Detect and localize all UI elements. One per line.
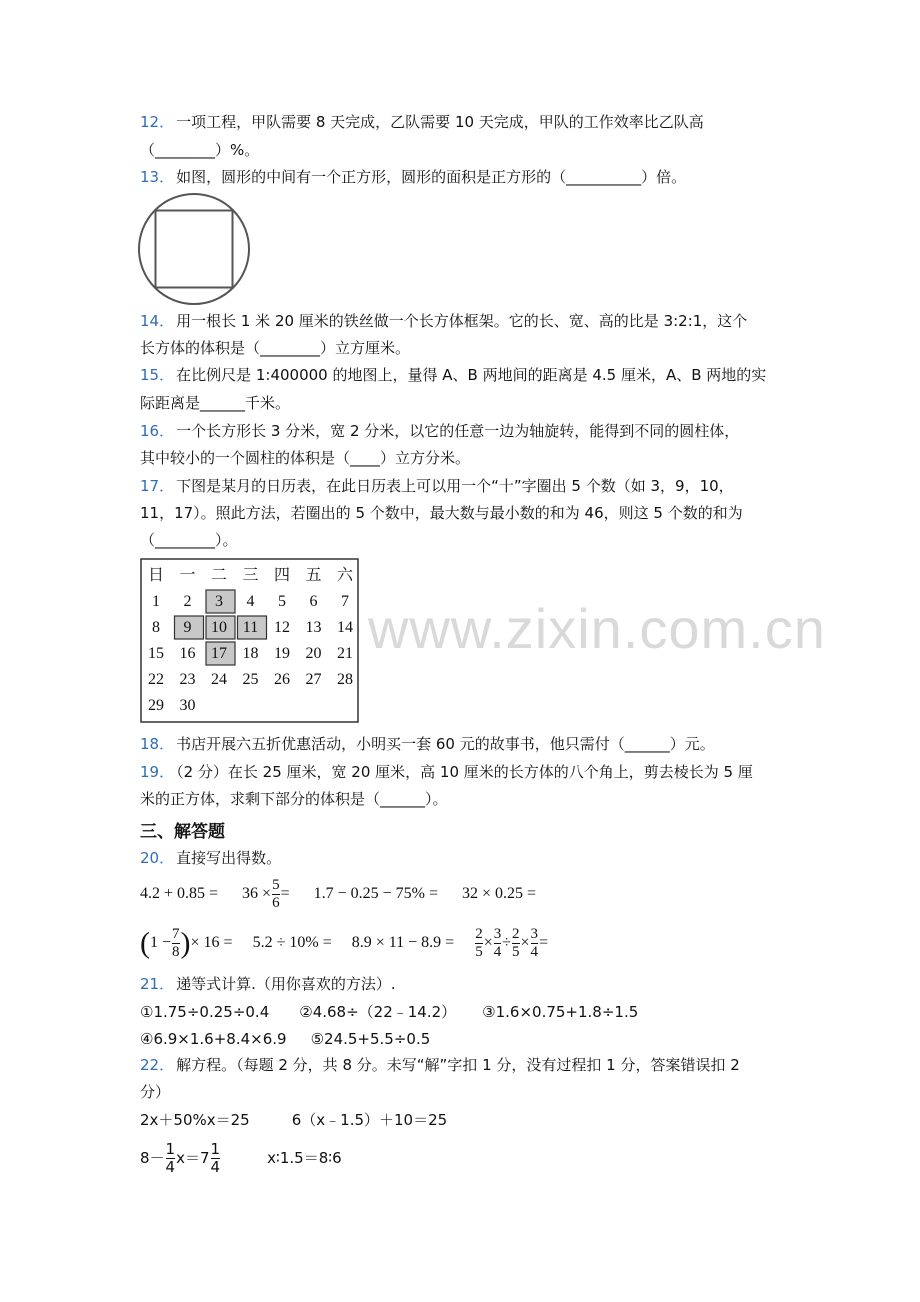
fraction	[512, 926, 520, 961]
q21-item-5: ⑤24.5+5.5÷0.5	[310, 1030, 431, 1048]
calendar-day: 11	[242, 619, 259, 636]
q15-line2: 际距离是______千米。	[140, 394, 291, 412]
q12-line1	[140, 112, 704, 132]
calendar-day: 12	[274, 619, 290, 636]
q20-expr-h	[474, 925, 549, 960]
q19-line1	[140, 762, 753, 782]
q17-text: 下图是某月的日历表，在此日历表上可以用一个“十”字圈出 5 个数（如 3，9，10，	[176, 477, 734, 495]
calendar-day: 7	[341, 593, 349, 610]
q22-text: 解方程。（每题 2 分，共 8 分。未写“解”字扣 1 分，没有过程扣 1 分，答案错误扣 2	[176, 1056, 740, 1074]
calendar-day: 16	[179, 645, 196, 662]
calendar-day: 15	[148, 645, 164, 662]
q22-eq-3-mid: x＝7	[176, 1149, 210, 1167]
fraction-denominator: 5	[512, 943, 520, 960]
q20-expr-c: 1.7 − 0.25 − 75% =	[313, 885, 439, 902]
calendar-day: 4	[246, 593, 255, 610]
q12-line2: （________）%。	[140, 141, 260, 159]
right-paren: )	[180, 926, 191, 960]
calendar-day: 8	[152, 619, 160, 636]
q21-number: 21．	[140, 975, 175, 993]
q15-text: 在比例尺是 1:400000 的地图上，量得 A、B 两地间的距离是 4.5 厘米，A、B 两地的实	[176, 366, 767, 384]
fraction-numerator: 1	[165, 1140, 176, 1158]
fraction	[475, 926, 483, 961]
q21-row2	[140, 1029, 430, 1049]
q20-expr-b-pre: 36 ×	[242, 885, 272, 902]
square-shape	[156, 211, 233, 288]
q16-line2: 其中较小的一个圆柱的体积是（____）立方分米。	[140, 449, 471, 467]
q15-line1	[140, 365, 766, 385]
q22-number: 22．	[140, 1056, 175, 1074]
q22-line1	[140, 1055, 740, 1075]
q22-equations-row1	[140, 1110, 447, 1130]
q22-line2: 分）	[140, 1083, 171, 1101]
q13-number: 13．	[140, 168, 175, 186]
calendar-day: 22	[148, 671, 164, 688]
fraction-numerator: 5	[272, 876, 280, 893]
fraction-numerator: 1	[210, 1140, 221, 1158]
q14-line1	[140, 311, 747, 331]
calendar-day: 26	[274, 671, 290, 688]
q22-eq-3-pre: 8－	[140, 1149, 165, 1167]
q20-line	[140, 848, 281, 868]
q21-line	[140, 974, 396, 994]
calendar-day: 6	[309, 593, 318, 610]
fraction	[494, 926, 502, 961]
fraction-denominator: 6	[272, 894, 280, 911]
q20-expr-g: 8.9 × 11 − 8.9 =	[351, 934, 455, 951]
q12-text: 一项工程，甲队需要 8 天完成，乙队需要 10 天完成，甲队的工作效率比乙队高	[176, 113, 704, 131]
q22-eq-2: 6（x﹣1.5）＋10＝25	[291, 1111, 448, 1129]
q21-item-2: ②4.68÷（22﹣14.2）	[299, 1003, 457, 1021]
fraction-denominator: 4	[530, 943, 539, 960]
calendar-weekday: 三	[242, 567, 259, 584]
fraction-numerator: 3	[530, 925, 539, 942]
watermark: www.zixin.com.cn	[368, 597, 826, 660]
fraction-numerator: 2	[475, 925, 483, 942]
calendar-day: 10	[211, 619, 227, 636]
q20-expr-e-post: × 16 =	[190, 934, 233, 951]
q22-equations-row2	[140, 1138, 342, 1178]
q22-eq-4: x∶1.5＝8∶6	[267, 1149, 342, 1167]
q14-number: 14．	[140, 312, 175, 330]
q20-row1	[140, 874, 536, 914]
q16-text: 一个长方形长 3 分米，宽 2 分米，以它的任意一边为轴旋转，能得到不同的圆柱体，	[176, 422, 740, 440]
calendar-day: 20	[305, 645, 322, 662]
q17-line2: 11，17）。照此方法，若圈出的 5 个数中，最大数与最小数的和为 46，则这 5 个数的和为	[140, 504, 743, 522]
calendar-day: 2	[183, 593, 192, 610]
calendar-weekday: 一	[179, 567, 196, 584]
fraction-numerator: 7	[172, 925, 180, 942]
calendar-day: 30	[179, 697, 196, 714]
q15-number: 15．	[140, 366, 175, 384]
calendar-day: 25	[242, 671, 259, 688]
q21-text: 递等式计算.（用你喜欢的方法）.	[176, 975, 396, 993]
calendar-day: 1	[152, 593, 160, 610]
q20-text: 直接写出得数。	[176, 849, 282, 867]
fraction	[272, 877, 280, 912]
q17-line1	[140, 476, 734, 496]
fraction	[211, 1141, 221, 1176]
q13-line	[140, 167, 686, 187]
q12-number: 12．	[140, 113, 175, 131]
q19-text: （2 分）在长 25 厘米，宽 20 厘米，高 10 厘米的长方体的八个角上，剪去棱长为 5 厘	[176, 763, 753, 781]
calendar-weekday: 日	[147, 567, 165, 584]
q20-expr-e-pre: 1 −	[150, 934, 172, 951]
fraction-denominator: 4	[493, 943, 502, 960]
operator: ×	[483, 934, 493, 951]
q21-item-1: ①1.75÷0.25÷0.4	[140, 1003, 270, 1021]
fraction-numerator: 3	[493, 925, 502, 942]
calendar-day: 9	[183, 619, 192, 636]
calendar-weekday: 五	[305, 567, 322, 584]
q21-item-4: ④6.9×1.6+8.4×6.9	[140, 1030, 287, 1048]
calendar-day: 5	[278, 593, 286, 610]
calendar-day: 17	[211, 645, 227, 662]
equals: =	[539, 934, 549, 951]
q20-expr-f: 5.2 ÷ 10% =	[252, 934, 332, 951]
calendar-day: 13	[305, 619, 322, 636]
q19-number: 19．	[140, 763, 175, 781]
q20-row2	[140, 921, 548, 965]
q20-expr-d: 32 × 0.25 =	[462, 885, 537, 902]
q14-text: 用一根长 1 米 20 厘米的铁丝做一个长方体框架。它的长、宽、高的比是 3:2:1，这个	[176, 312, 748, 330]
calendar-weekday: 二	[210, 567, 228, 584]
fraction-denominator: 8	[172, 943, 180, 960]
fraction-denominator: 5	[475, 943, 483, 960]
left-paren: (	[140, 926, 150, 960]
q20-expr-e	[140, 925, 233, 960]
calendar-table	[140, 558, 360, 724]
q18-text: 书店开展六五折优惠活动，小明买一套 60 元的故事书，他只需付（______）元。	[176, 735, 715, 753]
calendar-day: 27	[305, 671, 322, 688]
calendar-day: 28	[337, 671, 353, 688]
calendar-day: 18	[242, 645, 259, 662]
q18-line	[140, 734, 715, 754]
q20-expr-b	[242, 876, 290, 911]
calendar-day: 21	[337, 645, 353, 662]
fraction	[172, 926, 180, 961]
fraction-numerator: 2	[512, 925, 520, 942]
operator: ÷	[502, 934, 512, 951]
fraction-denominator: 4	[210, 1158, 221, 1176]
calendar-weekday: 六	[336, 567, 354, 584]
fraction-denominator: 4	[165, 1158, 176, 1176]
q16-number: 16．	[140, 422, 175, 440]
circle-square-figure	[137, 192, 253, 306]
q17-line3: （________）。	[140, 531, 238, 549]
q18-number: 18．	[140, 735, 175, 753]
q14-line2: 长方体的体积是（________）立方厘米。	[140, 339, 411, 357]
calendar-day: 23	[179, 671, 196, 688]
section-heading: 三、解答题	[140, 822, 225, 842]
q21-row1	[140, 1002, 638, 1022]
calendar-day: 29	[148, 697, 164, 714]
operator: ×	[520, 934, 530, 951]
calendar-day: 19	[274, 645, 290, 662]
q13-text: 如图，圆形的中间有一个正方形，圆形的面积是正方形的（__________）倍。	[176, 168, 687, 186]
q20-number: 20．	[140, 849, 175, 867]
q17-number: 17．	[140, 477, 175, 495]
q16-line1	[140, 421, 739, 441]
fraction	[166, 1141, 176, 1176]
calendar-day: 3	[215, 593, 223, 610]
q21-item-3: ③1.6×0.75+1.8÷1.5	[482, 1003, 639, 1021]
fraction	[531, 926, 539, 961]
q20-expr-a: 4.2 + 0.85 =	[140, 885, 219, 902]
q19-line2: 米的正方体，求剩下部分的体积是（______）。	[140, 790, 448, 808]
calendar-weekday: 四	[273, 567, 291, 584]
calendar-day: 14	[337, 619, 353, 636]
calendar-day: 24	[211, 671, 227, 688]
q22-eq-3	[140, 1140, 221, 1176]
q22-eq-1: 2x＋50%x＝25	[140, 1111, 250, 1129]
q20-expr-b-post: =	[280, 885, 290, 902]
